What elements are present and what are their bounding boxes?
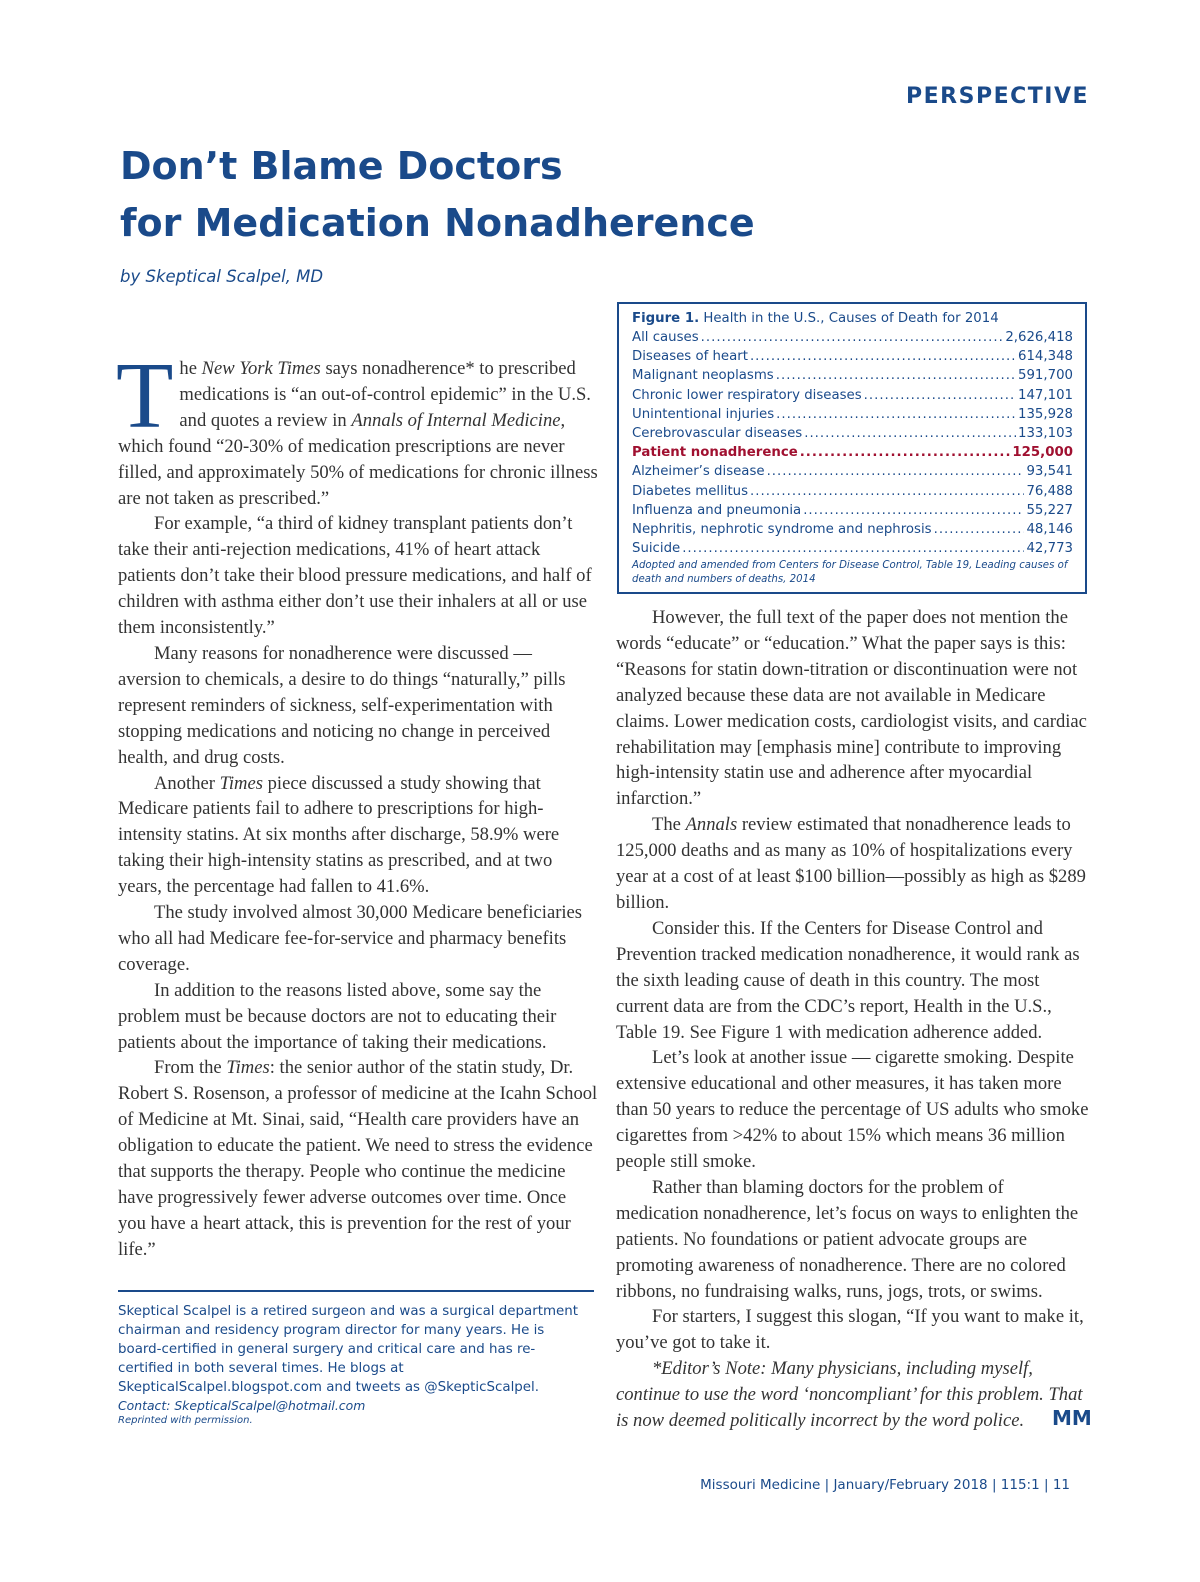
reprint-note: Reprinted with permission.: [118, 1415, 253, 1427]
figure-row: [632, 501, 1073, 520]
cause-label: Diabetes mellitus: [632, 483, 749, 499]
figure-row: [632, 482, 1073, 501]
paragraph: The study involved almost 30,000 Medicare beneficiaries who all had Medicare fee-for-service and pharmacy benefits coverage.: [118, 902, 583, 975]
cause-label: Alzheimer’s disease: [632, 464, 765, 480]
text-run: Another: [154, 772, 220, 794]
cause-label: Diseases of heart: [632, 349, 748, 365]
text-run: : the senior author of the statin study, Dr. Robert S. Rosenson, a professor of medicine at the Icahn School of Medicine at Mt. Sinai, said, “Health care providers have an obligation to educate the patient. We need to stress the evidence that supports the therapy. People who continue the medicine have progressively fewer adverse outcomes over time. Once you have a heart attack, this is prevention for the rest of your life.”: [118, 1057, 598, 1260]
death-count: 93,541: [1026, 464, 1073, 480]
cause-label: Patient nonadherence: [632, 445, 798, 461]
death-count: 76,488: [1026, 483, 1073, 499]
figure-row: [632, 520, 1073, 539]
cause-label: Cerebrovascular diseases: [632, 426, 803, 442]
text-run: he: [179, 358, 202, 379]
dot-leader: [776, 405, 1016, 424]
publication-name: Times: [226, 1057, 270, 1079]
death-count: 614,348: [1018, 349, 1073, 365]
divider: [118, 1290, 594, 1292]
section-label: PERSPECTIVE: [906, 84, 1089, 109]
paragraph: However, the full text of the paper does not mention the words “educate” or “education.” What the paper says is this: “Reasons for statin down-titration or discontinuation were not analyzed because these data are not available in Medicare claims. Lower medication costs, cardiologist visits, and cardiac rehabilitation may [emphasis mine] contribute to improving high-intensity statin use and adherence after myocardial infarction.”: [616, 607, 1087, 810]
figure-causes-of-death: [617, 302, 1087, 594]
paragraph: [118, 771, 598, 901]
figure-row: [632, 328, 1073, 347]
figure-row: [632, 347, 1073, 366]
figure-row: [632, 366, 1073, 385]
editors-note: *Editor’s Note: Many physicians, including myself, continue to use the word ‘noncompliant’ for this problem. That is now deemed politically incorrect by the word police.: [616, 1358, 1083, 1432]
death-count: 147,101: [1018, 387, 1073, 403]
dot-leader: [750, 482, 1024, 501]
dot-leader: [803, 501, 1024, 520]
text-run: says nonadherence* to prescribed medications is “an out-of-control epidemic” in the U.S. and quotes a review in: [179, 358, 591, 431]
paragraph: [616, 812, 1089, 916]
cause-label: Nephritis, nephrotic syndrome and nephrosis: [632, 522, 932, 538]
figure-row: [632, 462, 1073, 481]
figure-row: [632, 405, 1073, 424]
paragraph: In addition to the reasons listed above, some say the problem must be because doctors are not to educating their patients about the importance of taking their medications.: [118, 979, 557, 1053]
dot-leader: [701, 328, 1004, 347]
paragraph: [118, 1055, 598, 1262]
paragraph: Rather than blaming doctors for the problem of medication nonadherence, let’s focus on ways to enlighten the patients. No foundations or patient advocate groups are promoting awareness of nonadherence. There are no colored ribbons, no fundraising walks, runs, jogs, trots, or swims.: [616, 1176, 1079, 1302]
cause-label: All causes: [632, 330, 699, 345]
paragraph: Consider this. If the Centers for Disease Control and Prevention tracked medication nonadherence, it would rank as the sixth leading cause of death in this country. The most current data are from the CDC’s report, Health in the U.S., Table 19. See Figure 1 with medication adherence added.: [616, 917, 1080, 1043]
article-title-line-2: for Medication Nonadherence: [120, 201, 755, 245]
death-count: 591,700: [1018, 368, 1073, 384]
paragraph: Many reasons for nonadherence were discussed — aversion to chemicals, a desire to do things “naturally,” pills represent reminders of sickness, self-experimentation with stopping medications and noticing no change in perceived health, and drug costs.: [118, 642, 566, 768]
cause-label: Chronic lower respiratory diseases: [632, 387, 862, 403]
death-count: 55,227: [1026, 502, 1073, 518]
cause-label: Unintentional injuries: [632, 406, 775, 422]
article-title-line-1: Don’t Blame Doctors: [120, 144, 563, 188]
publication-name: Times: [219, 772, 263, 794]
dot-leader: [864, 386, 1016, 405]
figure-caption: Health in the U.S., Causes of Death for 2014: [699, 311, 999, 326]
death-count: 2,626,418: [1005, 330, 1073, 345]
text-run: From the: [154, 1057, 227, 1079]
figure-label: Figure 1.: [632, 311, 700, 326]
figure-table: [632, 328, 1073, 558]
cause-label: Suicide: [632, 541, 681, 557]
publication-name: Annals of Internal Medicine: [351, 409, 561, 431]
figure-title: [632, 309, 1073, 328]
death-count: 133,103: [1018, 426, 1073, 442]
text-run: The: [652, 814, 686, 836]
paragraph-intro: [116, 344, 598, 511]
publication-name: Annals: [685, 814, 738, 836]
dot-leader: [800, 443, 1011, 462]
death-count: 125,000: [1012, 445, 1073, 461]
death-count: 48,146: [1026, 522, 1073, 538]
byline: by Skeptical Scalpel, MD: [120, 267, 324, 286]
dot-leader: [682, 539, 1024, 558]
drop-cap: T: [116, 344, 174, 448]
text-run: , which found “20-30% of medication prescriptions are never filled, and approximately 50% of medications for chronic illness are not taken as prescribed.”: [118, 409, 598, 509]
text-run: review estimated that nonadherence leads to 125,000 deaths and as many as 10% of hospitalizations every year at a cost of at least $100 billion—possibly as high as $289 billion.: [616, 814, 1086, 913]
end-mark: MM: [1052, 1406, 1092, 1430]
figure-row: [632, 443, 1073, 462]
right-column: [616, 605, 1089, 1434]
dot-leader: [776, 366, 1016, 385]
text-run: piece discussed a study showing that Medicare patients fail to adhere to prescriptions for high-intensity statins. At six months after discharge, 58.9% were taking their high-intensity statins as prescribed, and at two years, the percentage had fallen to 41.6%.: [118, 772, 560, 898]
death-count: 42,773: [1026, 541, 1073, 557]
paragraph: Let’s look at another issue — cigarette smoking. Despite extensive educational and other measures, it has taken more than 50 years to reduce the percentage of US adults who smoke cigarettes from >42% to about 15% which means 36 million people still smoke.: [616, 1047, 1089, 1173]
cause-label: Malignant neoplasms: [632, 368, 774, 384]
contact-email: Contact: SkepticalScalpel@hotmail.com: [118, 1398, 366, 1414]
figure-row: [632, 386, 1073, 405]
author-bio: [118, 1302, 588, 1428]
dot-leader: [767, 462, 1025, 481]
dot-leader: [750, 347, 1016, 366]
figure-source-note: Adopted and amended from Centers for Disease Control, Table 19, Leading causes of death and numbers of deaths, 2014: [632, 560, 1068, 586]
death-count: 135,928: [1018, 406, 1073, 422]
cause-label: Influenza and pneumonia: [632, 502, 802, 518]
bio-text: Skeptical Scalpel is a retired surgeon and was a surgical department chairman and residency program director for many years. He is board-certified in general surgery and critical care and has re-certified in both several times. He blogs at SkepticalScalpel.blogspot.com and tweets as @SkepticScalpel.: [118, 1304, 579, 1396]
left-column: [116, 344, 598, 1263]
figure-row: [632, 424, 1073, 443]
paragraph: For example, “a third of kidney transplant patients don’t take their anti-rejection medications, 41% of heart attack patients don’t take their blood pressure medications, and half of children with asthma either don’t use their inhalers at all or use them inconsistently.”: [118, 513, 592, 639]
publication-name: New York Times: [201, 358, 321, 379]
figure-row: [632, 539, 1073, 558]
paragraph: For starters, I suggest this slogan, “If you want to make it, you’ve got to take it.: [616, 1306, 1084, 1354]
dot-leader: [934, 520, 1025, 539]
page-footer: Missouri Medicine | January/February 2018 | 115:1 | 11: [700, 1477, 1070, 1493]
dot-leader: [804, 424, 1016, 443]
article-title: [120, 138, 840, 252]
